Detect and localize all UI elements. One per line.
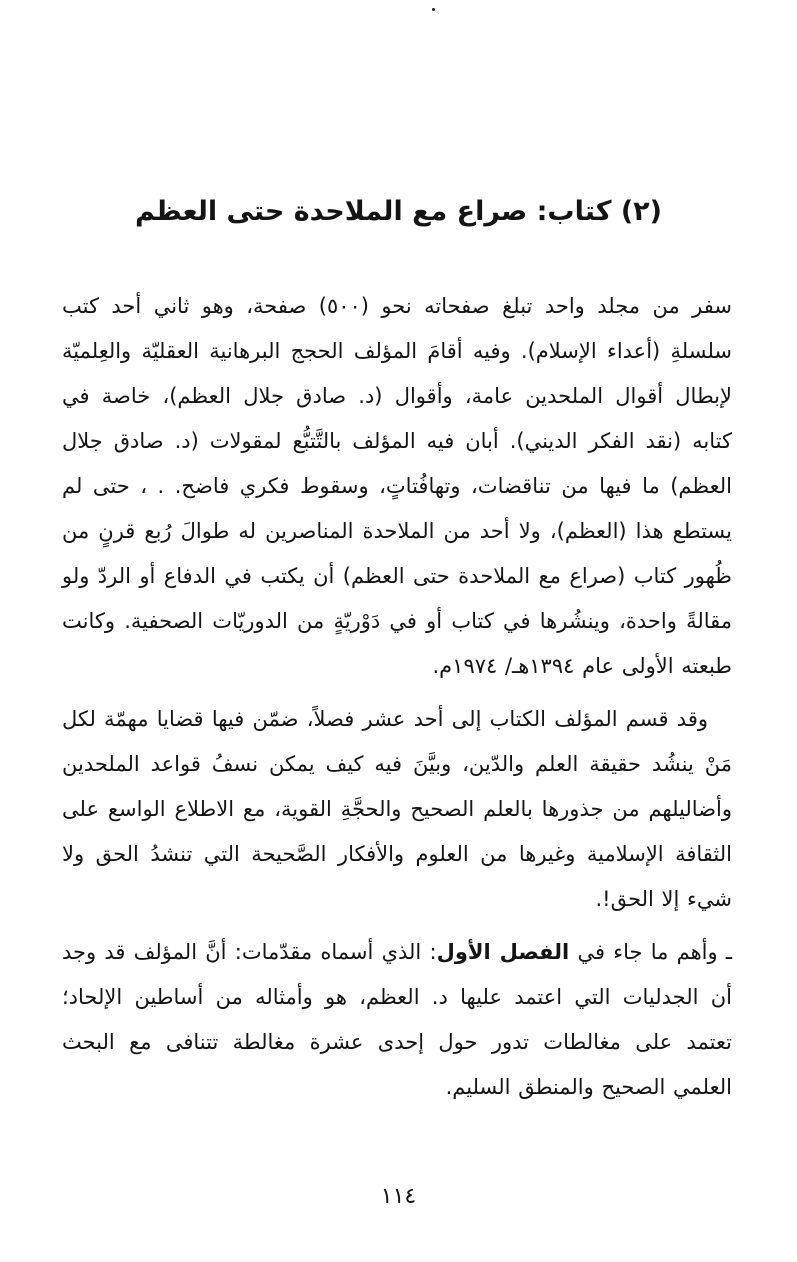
- paragraph-1: سفر من مجلد واحد تبلغ صفحاته نحو (٥٠٠) صفحة، وهو ثاني أحد كتب سلسلةِ (أعداء الإسلام). وفيه أقامَ المؤلف الحجج البرهانية العقليّة والعِلميّة لإبطال أقوال الملحدين عامة، وأقوال (د. صادق جلال العظم)، خاصة في كتابه (نقد الفكر الديني). أبان فيه المؤلف بالتَّتبُّع لمقولات (د. صادق جلال العظم) ما فيها من تناقضات، وتهافُتاتٍ، وسقوط فكري فاضح. . ، حتى لم يستطع هذا (العظم)، ولا أحد من الملاحدة المناصرين له طوالَ رُبع قرنٍ من ظُهور كتاب (صراع مع الملاحدة حتى العظم) أن يكتب في الدفاع أو الردّ ولو مقالةً واحدة، وينشُرها في كتاب أو في دَوْريّةٍ من الدوريّات الصحفية. وكانت طبعته الأولى عام ١٣٩٤هـ/ ١٩٧٤م.: [62, 294, 732, 678]
- section-heading: (٢) كتاب: صراع مع الملاحدة حتى العظم: [135, 196, 662, 227]
- body-text: [62, 284, 732, 1110]
- paragraph-gap: [62, 922, 732, 930]
- page-number: ١١٤: [380, 1184, 417, 1209]
- paragraph-gap: [62, 689, 732, 697]
- scan-speck: [432, 8, 435, 11]
- paragraph-3-rest: : الذي أسماه مقدّمات: أنَّ المؤلف قد وجد أن الجدليات التي اعتمد عليها د. العظم، هو وأمثاله من أساطين الإلحاد؛ تعتمد على مغالطات تدور حول إحدى عشرة مغالطة تتنافى مع البحث العلمي الصحيح والمنطق السليم.: [62, 940, 732, 1099]
- paragraph-2: وقد قسم المؤلف الكتاب إلى أحد عشر فصلاً، ضمّن فيها قضايا مهمّة لكل مَنْ ينشُد حقيقة العلم والدّين، وبيَّنَ فيه كيف يمكن نسفُ قواعد الملحدين وأضاليلهم من جذورها بالعلم الصحيح والحجَّةِ القوية، مع الاطلاع الواسع على الثقافة الإسلامية وغيرها من العلوم والأفكار الصَّحيحة التي تنشدُ الحق ولا شيء إلا الحق!.: [62, 707, 732, 911]
- paragraph-3-prefix: ـ وأهم ما جاء في: [569, 940, 733, 964]
- paragraph-3-bold-term: الفصل الأول: [436, 940, 570, 964]
- paragraph-3: [62, 930, 732, 1110]
